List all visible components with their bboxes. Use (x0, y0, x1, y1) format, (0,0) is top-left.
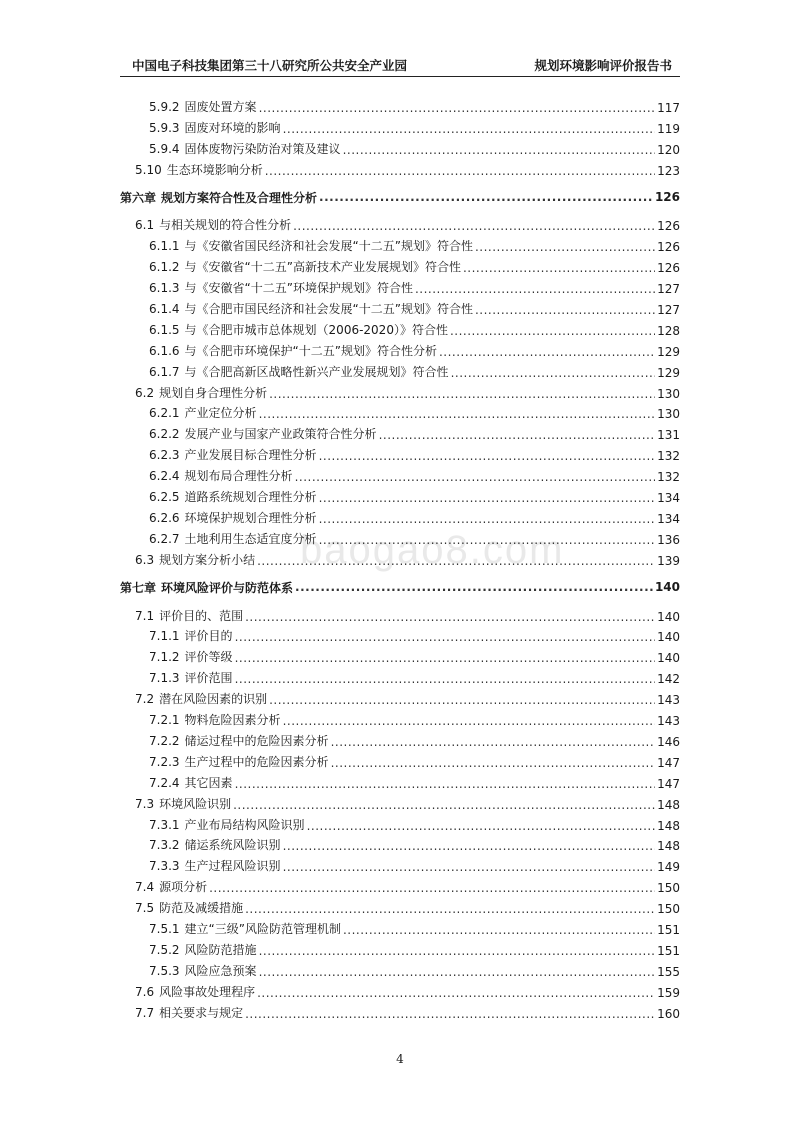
toc-entry-label (120, 189, 317, 206)
toc-entry-number: 7.3.2 (149, 838, 180, 853)
toc-entry-label (120, 579, 293, 596)
toc-entry-page: 126 (657, 219, 680, 234)
toc-entry-number: 第六章 (120, 190, 157, 205)
toc-entry-title: 规划方案符合性及合理性分析 (161, 190, 318, 205)
toc-leader-dots (283, 839, 656, 855)
toc-leader-dots (475, 240, 655, 256)
toc-leader-dots (331, 735, 656, 751)
toc-entry-page: 147 (657, 776, 680, 791)
toc-entry-page: 150 (657, 881, 680, 896)
header-title-left: 中国电子科技集团第三十八研究所公共安全产业园 (132, 58, 408, 73)
toc-entry-label (120, 816, 305, 835)
toc-entry[interactable] (120, 159, 680, 180)
toc-entry-label (120, 300, 473, 319)
toc-leader-dots (295, 580, 653, 594)
toc-entry-number: 7.5.1 (149, 921, 180, 936)
toc-entry-page: 130 (657, 386, 680, 401)
toc-entry-title: 与《合肥市国民经济和社会发展“十二五”规划》符合性 (184, 302, 473, 317)
toc-entry-label (120, 711, 281, 730)
toc-entry-label (120, 857, 281, 876)
toc-leader-dots (235, 777, 656, 793)
toc-entry-number: 7.5.2 (149, 942, 180, 957)
toc-entry-number: 7.4 (135, 880, 155, 895)
toc-entry-label (120, 983, 255, 1002)
toc-entry-number: 7.5 (135, 901, 155, 916)
toc-entry-number: 7.5.3 (149, 963, 180, 978)
toc-entry-page: 129 (657, 344, 680, 359)
page-header (120, 54, 680, 74)
toc-entry-title: 产业发展目标合理性分析 (184, 448, 317, 463)
toc-entry[interactable] (120, 96, 680, 117)
toc-entry-title: 与《合肥市城市总体规划（2006-2020）》符合性 (184, 322, 448, 337)
toc-entry-label (120, 342, 437, 361)
toc-entry-page: 148 (657, 839, 680, 854)
toc-entry-number: 7.3.1 (149, 817, 180, 832)
toc-entry-title: 固废对环境的影响 (184, 120, 281, 135)
toc-entry[interactable] (120, 939, 680, 960)
toc-leader-dots (319, 512, 656, 528)
toc-entry[interactable] (120, 793, 680, 814)
toc-entry-title: 生产过程中的危险因素分析 (184, 754, 329, 769)
toc-leader-dots (233, 798, 655, 814)
toc-leader-dots (257, 986, 655, 1002)
toc-entry-page: 117 (657, 100, 680, 115)
toc-entry[interactable] (120, 444, 680, 465)
toc-entry[interactable] (120, 256, 680, 277)
toc-entry-number: 6.1.3 (149, 281, 180, 296)
toc-entry-label (120, 530, 317, 549)
toc-entry-label (120, 467, 293, 486)
toc-entry[interactable] (120, 855, 680, 876)
toc-leader-dots (343, 923, 655, 939)
toc-entry-page: 127 (657, 303, 680, 318)
toc-entry-number: 7.1.2 (149, 650, 180, 665)
toc-entry-number: 7.1.1 (149, 629, 180, 644)
toc-entry-title: 与《安徽省“十二五”高新技术产业发展规划》符合性 (184, 260, 461, 275)
toc-entry-number: 7.2.3 (149, 754, 180, 769)
toc-entry-label (120, 258, 461, 277)
toc-leader-dots (269, 387, 655, 403)
toc-entry-title: 规划自身合理性分析 (159, 385, 268, 400)
toc-entry[interactable] (120, 340, 680, 361)
toc-entry-page: 151 (657, 922, 680, 937)
toc-entry-label (120, 140, 341, 159)
toc-entry-page: 127 (657, 282, 680, 297)
toc-entry-title: 产业定位分析 (184, 406, 257, 421)
toc-entry-title: 生产过程风险识别 (184, 859, 281, 874)
toc-leader-dots (265, 164, 655, 180)
toc-entry[interactable] (120, 403, 680, 424)
toc-entry-page: 155 (657, 964, 680, 979)
toc-entry-title: 相关要求与规定 (159, 1005, 244, 1020)
toc-leader-dots (259, 101, 656, 117)
toc-entry-number: 第七章 (120, 580, 157, 595)
toc-entry-title: 与《合肥市环境保护“十二五”规划》符合性分析 (184, 343, 437, 358)
toc-entry[interactable] (120, 486, 680, 507)
toc-entry-title: 环境风险评价与防范体系 (161, 580, 294, 595)
toc-entry-page: 120 (657, 142, 680, 157)
toc-leader-dots (451, 366, 656, 382)
toc-entry-title: 源项分析 (159, 880, 208, 895)
toc-entry-title: 与《合肥高新区战略性新兴产业发展规划》符合性 (184, 364, 449, 379)
toc-leader-dots (415, 282, 655, 298)
toc-entry-label (120, 753, 329, 772)
toc-entry-number: 6.2.1 (149, 406, 180, 421)
toc-entry-label (120, 488, 317, 507)
toc-leader-dots (450, 324, 655, 340)
toc-entry-label (120, 551, 255, 570)
toc-entry-page: 131 (657, 428, 680, 443)
toc-entry-title: 环境风险识别 (159, 796, 232, 811)
toc-entry[interactable] (120, 709, 680, 730)
toc-entry-page: 142 (657, 672, 680, 687)
toc-entry-title: 物料危险因素分析 (184, 713, 281, 728)
toc-entry[interactable] (120, 528, 680, 549)
toc-leader-dots (235, 672, 656, 688)
toc-entry-label (120, 1004, 243, 1023)
toc-entry-title: 风险应急预案 (184, 963, 257, 978)
toc-entry-title: 产业布局结构风险识别 (184, 817, 305, 832)
toc-entry[interactable] (120, 981, 680, 1002)
toc-entry[interactable] (120, 814, 680, 835)
toc-entry[interactable] (120, 423, 680, 444)
toc-entry-page: 126 (657, 240, 680, 255)
toc-leader-dots (269, 693, 655, 709)
toc-entry[interactable] (120, 897, 680, 918)
toc-entry-title: 评价等级 (184, 650, 233, 665)
toc-entry-label (120, 878, 207, 897)
toc-entry-page: 140 (657, 630, 680, 645)
toc-entry-title: 规划方案分析小结 (159, 552, 256, 567)
toc-leader-dots (343, 143, 656, 159)
toc-entry[interactable] (120, 730, 680, 751)
toc-entry-label (120, 363, 449, 382)
toc-entry-number: 6.1.1 (149, 239, 180, 254)
toc-leader-dots (283, 860, 656, 876)
toc-leader-dots (235, 630, 656, 646)
toc-entry-page: 123 (657, 163, 680, 178)
toc-entry-page: 132 (657, 449, 680, 464)
toc-entry-title: 与《安徽省“十二五”环境保护规划》符合性 (184, 281, 413, 296)
toc-entry-page: 151 (657, 943, 680, 958)
toc-entry[interactable] (120, 117, 680, 138)
toc-entry-label (120, 237, 473, 256)
toc-leader-dots (245, 1007, 655, 1023)
watermark: baogao8.com (300, 528, 565, 572)
toc-entry-label (120, 98, 257, 117)
toc-entry-title: 环境保护规划合理性分析 (184, 510, 317, 525)
toc-entry-page: 132 (657, 470, 680, 485)
toc-entry-page: 126 (654, 190, 680, 205)
toc-entry-page: 146 (657, 734, 680, 749)
toc-entry-number: 5.9.3 (149, 120, 180, 135)
toc-entry-label (120, 795, 231, 814)
toc-entry-title: 生态环境影响分析 (166, 162, 263, 177)
toc-leader-dots (293, 219, 655, 235)
toc-entry[interactable] (120, 277, 680, 298)
toc-entry-number: 6.2.3 (149, 448, 180, 463)
header-divider (120, 76, 680, 77)
toc-leader-dots (259, 944, 656, 960)
toc-entry-label (120, 648, 233, 667)
toc-entry-page: 140 (654, 580, 680, 595)
toc-leader-dots (257, 554, 655, 570)
toc-entry-page: 134 (657, 491, 680, 506)
toc-chapter-entry[interactable] (120, 570, 680, 605)
toc-entry-label (120, 627, 233, 646)
toc-leader-dots (307, 819, 656, 835)
toc-entry[interactable] (120, 772, 680, 793)
toc-entry[interactable] (120, 876, 680, 897)
toc-entry[interactable] (120, 298, 680, 319)
header-title-right: 规划环境影响评价报告书 (534, 58, 672, 73)
toc-entry[interactable] (120, 361, 680, 382)
toc-entry-page: 130 (657, 407, 680, 422)
toc-entry[interactable] (120, 549, 680, 570)
toc-entry-title: 规划布局合理性分析 (184, 469, 293, 484)
toc-entry-page: 148 (657, 797, 680, 812)
toc-entry-label (120, 607, 243, 626)
toc-entry[interactable] (120, 751, 680, 772)
toc-entry-page: 143 (657, 714, 680, 729)
toc-leader-dots (319, 491, 656, 507)
toc-leader-dots (463, 261, 655, 277)
toc-leader-dots (319, 190, 653, 204)
toc-entry-title: 固废处置方案 (184, 99, 257, 114)
toc-entry-page: 160 (657, 1006, 680, 1021)
toc-entry-title: 评价范围 (184, 671, 233, 686)
toc-leader-dots (439, 345, 655, 361)
toc-entry-number: 6.1.6 (149, 343, 180, 358)
toc-leader-dots (331, 756, 656, 772)
toc-entry-label (120, 384, 267, 403)
toc-entry-title: 风险防范措施 (184, 942, 257, 957)
toc-entry[interactable] (120, 235, 680, 256)
toc-leader-dots (319, 449, 656, 465)
toc-entry-title: 其它因素 (184, 775, 233, 790)
toc-entry[interactable] (120, 138, 680, 159)
toc-entry-number: 6.1.7 (149, 364, 180, 379)
toc-entry-label (120, 425, 377, 444)
toc-leader-dots (259, 965, 656, 981)
toc-leader-dots (235, 651, 656, 667)
toc-entry-label (120, 279, 413, 298)
toc-entry-number: 6.3 (135, 552, 155, 567)
toc-entry[interactable] (120, 507, 680, 528)
toc-entry-page: 136 (657, 532, 680, 547)
toc-entry-title: 评价目的、范围 (159, 608, 244, 623)
toc-entry-page: 140 (657, 651, 680, 666)
toc-entry-page: 147 (657, 755, 680, 770)
toc-entry[interactable] (120, 382, 680, 403)
toc-entry-number: 6.2.4 (149, 469, 180, 484)
toc-entry-page: 139 (657, 553, 680, 568)
toc-entry-label (120, 774, 233, 793)
toc-entry-title: 与相关规划的符合性分析 (159, 218, 292, 233)
toc-entry-number: 7.2 (135, 692, 155, 707)
toc-entry-page: 126 (657, 261, 680, 276)
toc-entry-number: 5.9.2 (149, 99, 180, 114)
toc-entry[interactable] (120, 960, 680, 981)
toc-entry-page: 128 (657, 323, 680, 338)
toc-entry-title: 发展产业与国家产业政策符合性分析 (184, 427, 377, 442)
toc-entry-number: 7.2.1 (149, 713, 180, 728)
toc-leader-dots (379, 428, 656, 444)
toc-entry-number: 7.3 (135, 796, 155, 811)
toc-entry-page: 129 (657, 365, 680, 380)
toc-entry-label (120, 690, 267, 709)
toc-entry-number: 6.2.2 (149, 427, 180, 442)
toc-chapter-entry[interactable] (120, 180, 680, 215)
toc-entry-page: 134 (657, 511, 680, 526)
toc-entry-number: 6.2.5 (149, 490, 180, 505)
toc-entry-number: 7.1 (135, 608, 155, 623)
toc-entry-number: 7.2.2 (149, 733, 180, 748)
toc-entry-label (120, 732, 329, 751)
toc-entry[interactable] (120, 835, 680, 856)
toc-entry[interactable] (120, 646, 680, 667)
toc-entry-page: 148 (657, 818, 680, 833)
toc-entry-label (120, 941, 257, 960)
toc-entry-title: 道路系统规划合理性分析 (184, 490, 317, 505)
toc-entry-page: 159 (657, 985, 680, 1000)
toc-entry-page: 119 (657, 121, 680, 136)
toc-entry-title: 土地利用生态适宜度分析 (184, 531, 317, 546)
toc-entry-number: 6.2 (135, 385, 155, 400)
toc-entry-title: 建立“三级”风险防范管理机制 (184, 921, 341, 936)
toc-leader-dots (295, 470, 656, 486)
toc-entry-label (120, 669, 233, 688)
toc-entry-number: 7.7 (135, 1005, 155, 1020)
toc-entry[interactable] (120, 1002, 680, 1023)
toc-leader-dots (319, 533, 656, 549)
toc-entry[interactable] (120, 918, 680, 939)
toc-entry-page: 143 (657, 693, 680, 708)
toc-entry-label (120, 509, 317, 528)
toc-entry-label (120, 836, 281, 855)
page-number: 4 (396, 1052, 404, 1066)
toc-leader-dots (259, 407, 656, 423)
toc-leader-dots (475, 303, 655, 319)
toc-entry-page: 150 (657, 902, 680, 917)
toc-entry-number: 7.2.4 (149, 775, 180, 790)
toc-entry-number: 6.1.4 (149, 302, 180, 317)
toc-entry-title: 评价目的 (184, 629, 233, 644)
toc-entry-number: 6.2.6 (149, 510, 180, 525)
toc-entry-title: 与《安徽省国民经济和社会发展“十二五”规划》符合性 (184, 239, 473, 254)
toc-entry-title: 防范及减缓措施 (159, 901, 244, 916)
toc-entry[interactable] (120, 626, 680, 647)
toc-entry-number: 6.1.2 (149, 260, 180, 275)
toc-entry-number: 6.2.7 (149, 531, 180, 546)
toc-entry[interactable] (120, 667, 680, 688)
toc-entry-title: 固体废物污染防治对策及建议 (184, 141, 341, 156)
toc-entry-label (120, 404, 257, 423)
toc-entry-page: 140 (657, 609, 680, 624)
toc-entry-number: 7.3.3 (149, 859, 180, 874)
toc-entry-number: 5.9.4 (149, 141, 180, 156)
toc-entry-number: 5.10 (135, 162, 162, 177)
toc-entry-title: 潜在风险因素的识别 (159, 692, 268, 707)
toc-leader-dots (283, 122, 656, 138)
toc-entry-number: 7.1.3 (149, 671, 180, 686)
toc-entry-label (120, 321, 448, 340)
toc-entry-label (120, 899, 243, 918)
toc-entry-label (120, 216, 291, 235)
toc-entry[interactable] (120, 605, 680, 626)
toc-leader-dots (209, 881, 655, 897)
toc-entry[interactable] (120, 319, 680, 340)
toc-entry-label (120, 119, 281, 138)
toc-leader-dots (283, 714, 656, 730)
toc-entry-number: 7.6 (135, 984, 155, 999)
toc-entry[interactable] (120, 688, 680, 709)
toc-entry-title: 储运系统风险识别 (184, 838, 281, 853)
toc-entry-label (120, 446, 317, 465)
toc-entry[interactable] (120, 465, 680, 486)
toc-entry-number: 6.1.5 (149, 322, 180, 337)
toc-entry-title: 储运过程中的危险因素分析 (184, 733, 329, 748)
table-of-contents (120, 96, 680, 1023)
toc-entry-title: 风险事故处理程序 (159, 984, 256, 999)
toc-entry-label (120, 962, 257, 981)
toc-entry-number: 6.1 (135, 218, 155, 233)
toc-entry[interactable] (120, 215, 680, 236)
toc-leader-dots (245, 610, 655, 626)
toc-entry-page: 149 (657, 860, 680, 875)
toc-entry-label (120, 920, 341, 939)
toc-leader-dots (245, 902, 655, 918)
toc-entry-label (120, 161, 263, 180)
